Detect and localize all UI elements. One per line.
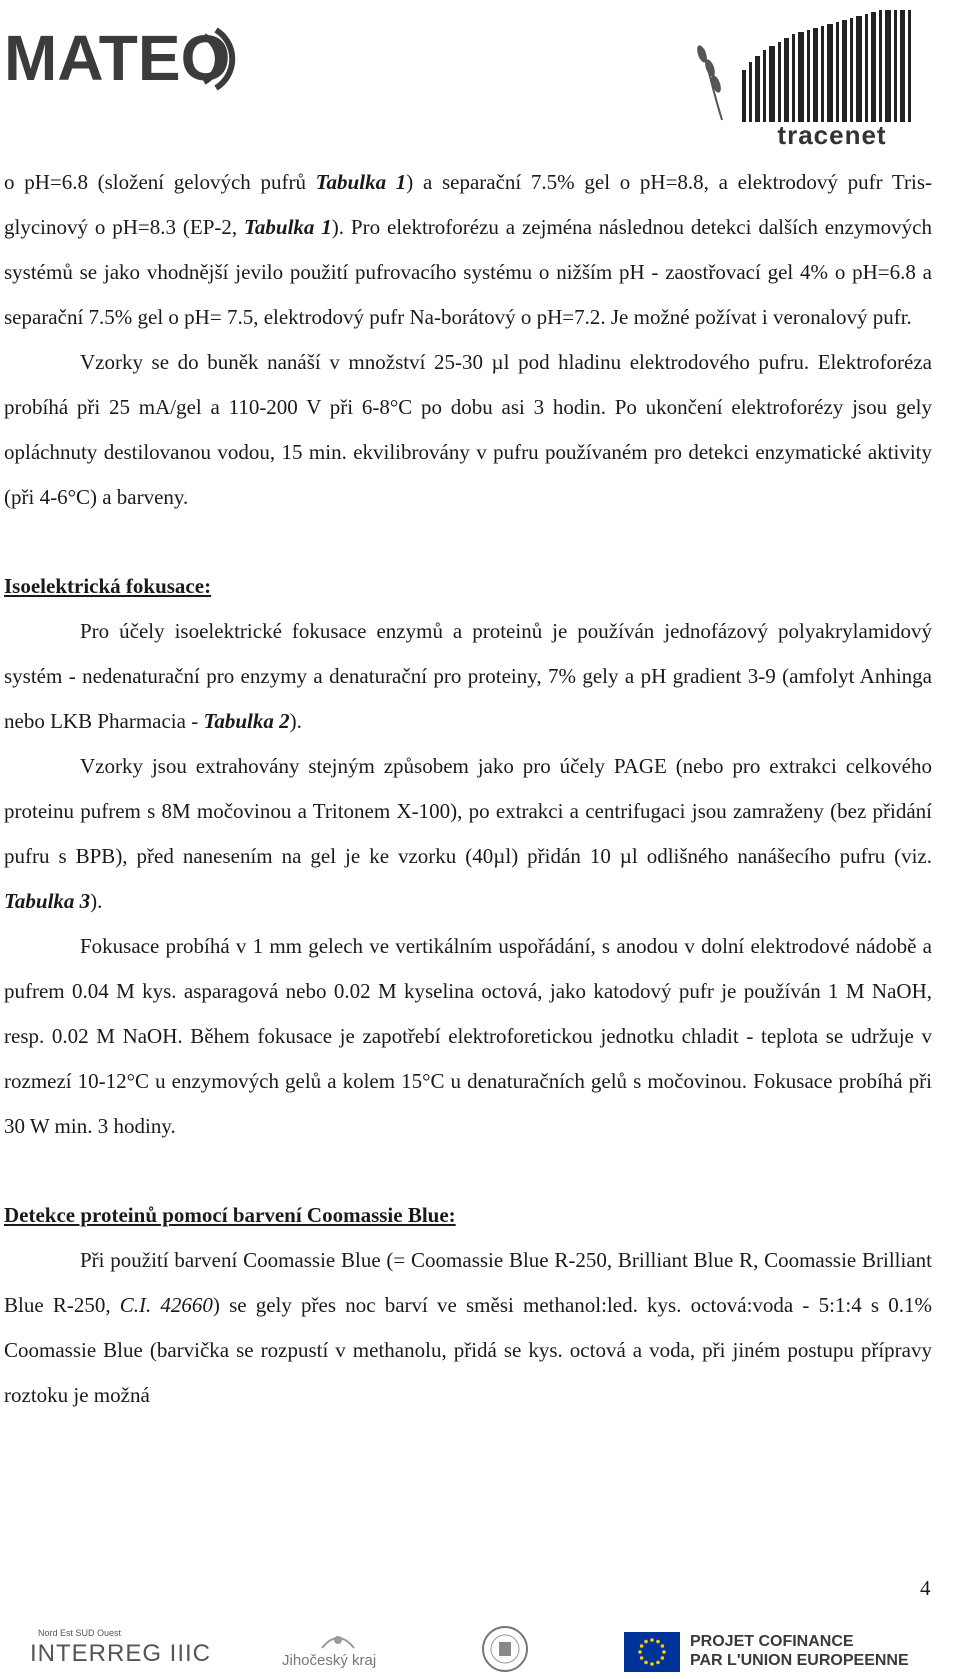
cofinance-text xyxy=(690,1632,909,1670)
document-body xyxy=(4,160,932,1418)
eu-star xyxy=(644,1640,648,1644)
text-run: o pH=6.8 (složení gelových pufrů xyxy=(4,170,316,194)
eu-star xyxy=(650,1638,654,1642)
table-reference: Tabulka 2 xyxy=(203,709,290,733)
paragraph-5: Fokusace probíhá v 1 mm gelech ve vertikálním uspořádání, s anodou v dolní elektrodové nádobě a pufrem 0.04 M kys. asparagová nebo 0.02 M kyselina octová, jako katodový pufr je používán 1 M NaOH, resp. 0.02 M NaOH. Během fokusace je zapotřebí elektroforetickou jednotku chladit - teplota se udržuje v rozmezí 10-12°C u enzymových gelů a kolem 15°C u denaturačních gelů s močovinou. Fokusace probíhá při 30 W min. 3 hodiny. xyxy=(4,934,932,1138)
text-run: ). Pro elektroforézu a zejména následnou detekci dalších enzymových systémů se jako vhodnější jevilo použití pufrovacího systému o nižším pH - zaostřovací gel 4% o pH=6.8 a separační 7.5% gel o pH= 7.5, elektrodový pufr Na-borátový o pH=7.2. Je možné požívat i veronalový pufr. xyxy=(4,215,932,329)
cofinance-line-2: PAR L'UNION EUROPEENNE xyxy=(690,1652,909,1669)
eu-star xyxy=(644,1661,648,1665)
eu-star xyxy=(662,1650,666,1654)
section-heading-coomassie: Detekce proteinů pomocí barvení Coomassie Blue: xyxy=(4,1203,456,1227)
ministry-seal-icon xyxy=(470,1624,540,1674)
mateo-logo-text: MATEO xyxy=(4,22,231,92)
interreg-tagline: Nord Est SUD Ouest xyxy=(38,1628,122,1638)
paragraph-2: Vzorky se do buněk nanáší v množství 25-30 µl pod hladinu elektrodového pufru. Elektroforéza probíhá při 25 mA/gel a 110-200 V při 6-8°C po dobu asi 3 hodin. Po ukončení elektroforézy jsou gely opláchnuty destilovanou vodou, 15 min. ekvilibrovány v pufru používaném pro detekci enzymatické aktivity (při 4-6°C) a barveny. xyxy=(4,350,932,509)
eu-flag-field xyxy=(624,1632,680,1672)
text-run: ) a separační 7.5% gel o pH=8.8, a elektrodový pufr Tris-glycinový o pH=8.3 (EP-2, xyxy=(4,170,932,239)
paragraph-6 xyxy=(4,1238,932,1418)
region-emblem-icon xyxy=(318,1628,358,1652)
paragraph-1 xyxy=(4,160,932,340)
interreg-text: INTERREG IIIC xyxy=(30,1640,212,1667)
text-run: Vzorky jsou extrahovány stejným způsobem jako pro účely PAGE (nebo pro extrakci celkového proteinu pufrem s 8M močovinou a Tritonem X-100), po extrakci a centrifugaci jsou zamraženy (bez přidání pufru s BPB), před nanesením na gel je ke vzorku (40µl) přidán 10 µl odlišného nanášecího pufru (viz. xyxy=(4,754,932,868)
cofinance-line-1: PROJET COFINANCE xyxy=(690,1633,854,1650)
barcode-graphic xyxy=(692,10,932,122)
eu-star xyxy=(661,1656,665,1660)
eu-star xyxy=(640,1656,644,1660)
mateo-logo xyxy=(4,22,236,92)
tracenet-logo xyxy=(692,10,932,150)
eu-flag-icon xyxy=(624,1632,680,1672)
table-reference: Tabulka 3 xyxy=(4,889,91,913)
text-run: Pro účely isoelektrické fokusace enzymů a proteinů je používán jednofázový polyakrylamidový systém - nedenaturační pro enzymy a denaturační pro proteiny, 7% gely a pH gradient 3-9 (amfolyt Anhinga nebo LKB Pharmacia - xyxy=(4,619,932,733)
table-reference: Tabulka 1 xyxy=(315,170,407,194)
text-run: ). xyxy=(90,889,103,913)
text-run: ) se gely přes noc barví ve směsi methanol:led. kys. octová:voda - 5:1:4 s 0.1% Coomassie Blue (barvička se rozpustí v methanolu, přidá se kys. octová a voda, při jiném postupu přípravy roztoku je možná xyxy=(4,1293,932,1407)
italic-text: C.I. 42660 xyxy=(119,1293,213,1317)
eu-star xyxy=(638,1650,642,1654)
mateo-logo-mark xyxy=(4,22,236,92)
interreg-logo xyxy=(30,1628,240,1672)
text-run: Při použití barvení Coomassie Blue (= Coomassie Blue R-250, Brilliant Blue R, Coomassie Brilliant Blue R-250, xyxy=(4,1248,932,1317)
text-run: ). xyxy=(289,709,302,733)
page-number: 4 xyxy=(920,1576,931,1600)
eu-star xyxy=(650,1662,654,1666)
jihocesky-kraj-logo xyxy=(278,1628,408,1672)
eu-star xyxy=(656,1661,660,1665)
table-reference: Tabulka 1 xyxy=(244,215,332,239)
eu-star xyxy=(656,1640,660,1644)
tracenet-logo-text: tracenet xyxy=(777,120,887,150)
eu-star xyxy=(661,1644,665,1648)
region-text: Jihočeský kraj xyxy=(282,1652,377,1669)
eu-star xyxy=(640,1644,644,1648)
paragraph-3 xyxy=(4,609,932,744)
paragraph-4 xyxy=(4,744,932,924)
section-heading-isoelectric: Isoelektrická fokusace: xyxy=(4,574,212,598)
footer-logos xyxy=(0,1620,960,1676)
